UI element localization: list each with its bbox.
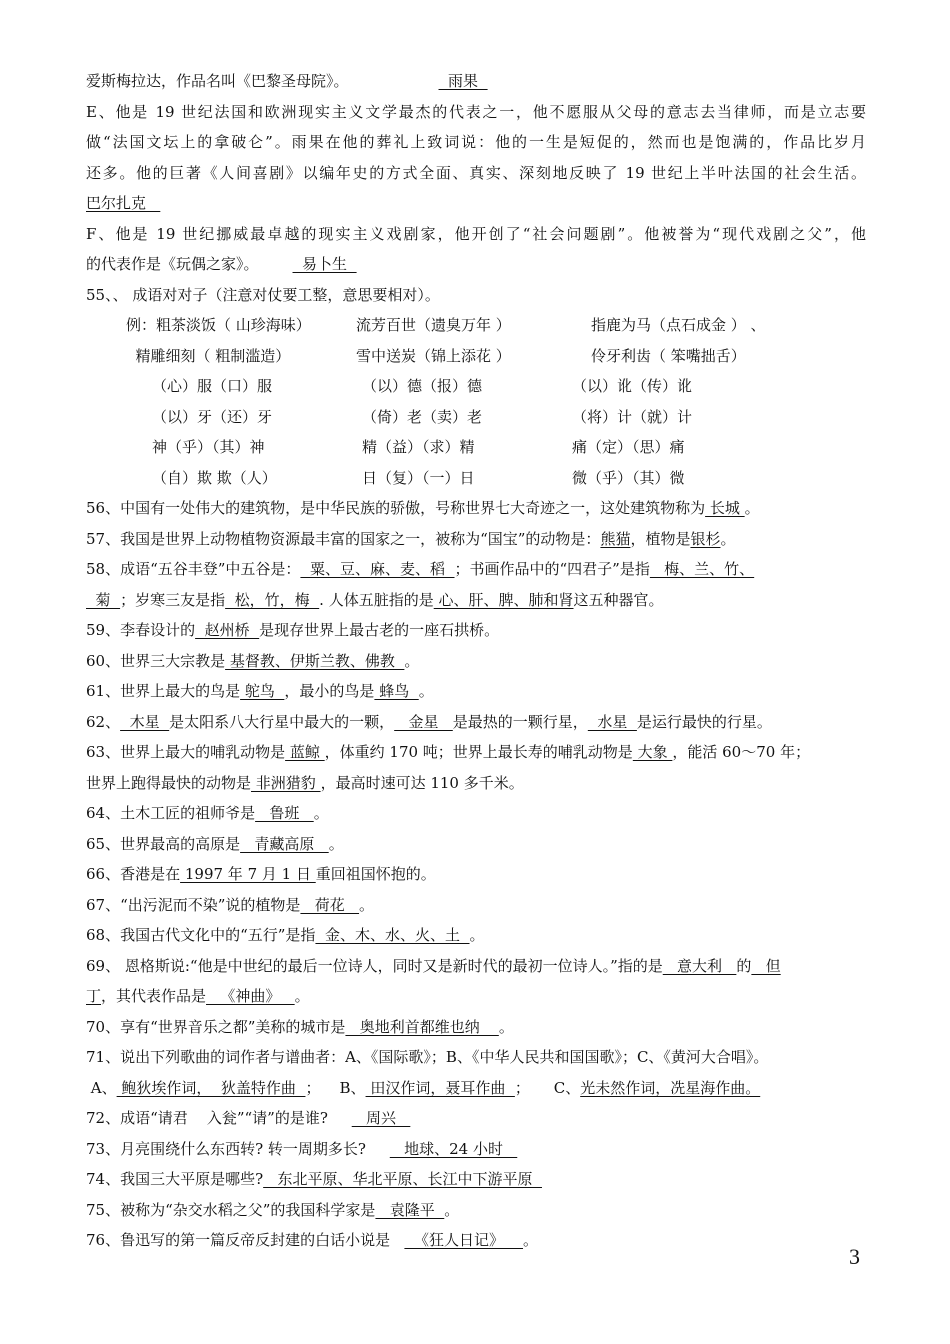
question-text: 是运行最快的行星。 — [636, 712, 772, 731]
document-body — [86, 66, 866, 1256]
answer-blank: 《狂人日记》 — [404, 1231, 524, 1249]
line-hugo — [86, 66, 866, 97]
question-61 — [86, 676, 866, 707]
question-73 — [86, 1134, 866, 1165]
answer-blank: 鲁班 — [255, 804, 314, 822]
idiom-cell: （倚）老（卖）老 — [362, 407, 483, 426]
question-69-line2 — [86, 981, 866, 1012]
answer-blank: 东北平原、华北平原、长江中下游平原 — [263, 1170, 542, 1188]
question-text: 61、世界上最大的鸟是 — [86, 682, 241, 700]
question-text: ，植物是 — [630, 529, 691, 548]
question-text: ，体重约 170 吨；世界上最长寿的哺乳动物是 — [324, 743, 633, 761]
answer-blank: 金、木、水、火、土 — [315, 926, 470, 944]
question-text: 72、成语“请君 入瓮”“请”的是谁? — [86, 1109, 352, 1127]
question-text: 59、李春设计的 — [86, 621, 196, 639]
question-text: 58、成语“五谷丰登”中五谷是： — [86, 560, 301, 578]
idiom-cell: 精（益）（求）精 — [362, 438, 475, 456]
idiom-cell: （自）欺 欺（人） — [152, 468, 277, 487]
example-cell: 雪中送炭（锦上添花 ） — [356, 346, 511, 365]
question-text: ，最高时速可达 110 多千米。 — [320, 773, 524, 792]
question-text: 的 — [736, 956, 752, 975]
question-text: 。 — [523, 1231, 539, 1249]
example-row — [86, 341, 866, 372]
answer-blank: 青藏高原 — [240, 834, 329, 853]
answer-blank: 地球、24 小时 — [389, 1139, 518, 1158]
answer-blank: 松，竹，梅 — [225, 590, 320, 609]
idiom-row — [86, 402, 866, 433]
question-text: 。 — [294, 987, 310, 1005]
answer-blank: 赵州桥 — [195, 621, 260, 639]
question-text: 。 — [444, 1200, 460, 1219]
question-text: 69、 恩格斯说:“他是中世纪的最后一位诗人，同时又是新时代的最初一位诗人。”指的是 — [86, 956, 663, 975]
line-balzac-1: E、他是 19 世纪法国和欧洲现实主义文学最杰的代表之一，他不愿服从父母的意志去当律师，而是立志要 — [86, 102, 866, 121]
question-text: 世界上跑得最快的动物是 — [86, 773, 252, 792]
question-text: 。 — [498, 1017, 514, 1036]
idiom-cell: （将）计（就）计 — [572, 407, 693, 426]
answer-blank: 易卜生 — [292, 255, 357, 273]
question-text: 。 — [744, 499, 760, 517]
question-text: 64、土木工匠的祖师爷是 — [86, 804, 256, 822]
question-75 — [86, 1195, 866, 1226]
idiom-cell: 日（复）（一）日 — [362, 468, 475, 487]
example-cell: 指鹿为马（点石成金 ） 、 — [591, 316, 766, 334]
line-text: 爱斯梅拉达，作品名叫《巴黎圣母院》。 — [86, 72, 349, 90]
question-67 — [86, 890, 866, 921]
question-text: 70、享有“世界音乐之都”美称的城市是 — [86, 1017, 346, 1036]
question-text: ，最小的鸟是 — [284, 682, 375, 700]
answer-blank: 袁隆平 — [375, 1200, 445, 1219]
question-71-answers — [86, 1073, 866, 1104]
question-58-line1 — [86, 554, 866, 585]
question-text: A、 — [86, 1078, 117, 1097]
answer-blank: 木星 — [120, 712, 170, 731]
answer-blank: 熊猫 — [600, 529, 631, 548]
question-text: 56、中国有一处伟大的建筑物，是中华民族的骄傲，号称世界七大奇迹之一，这处建筑物称为 — [86, 499, 706, 517]
question-55-title: 55、、 成语对对子（注意对仗要工整，意思要相对）。 — [86, 285, 440, 304]
question-text: 。 — [313, 804, 329, 822]
answer-blank: 雨果 — [438, 72, 488, 90]
question-68 — [86, 920, 866, 951]
line-ibsen-1: F、他是 19 世纪挪威最卓越的现实主义戏剧家，他开创了“社会问题剧”。他被誉为“现代戏剧之父”，他 — [86, 224, 866, 243]
question-text: 。 — [359, 895, 375, 914]
example-row — [86, 310, 866, 341]
question-59 — [86, 615, 866, 646]
question-text: 67、“出污泥而不染”说的植物是 — [86, 895, 301, 914]
question-text: ，能活 60～70 年； — [672, 743, 811, 761]
answer-blank: 但 — [751, 956, 781, 975]
example-cell: 例：粗茶淡饭（ 山珍海味） — [126, 316, 311, 334]
question-text: 是太阳系八大行星中最大的一颗， — [169, 712, 395, 731]
question-text: ，其代表作品是 — [101, 987, 207, 1005]
answer-blank: 心、肝、脾、肺和肾 — [433, 590, 574, 609]
question-text: ；岁寒三友是指 — [120, 590, 226, 609]
question-text: 68、我国古代文化中的“五行”是指 — [86, 926, 316, 944]
idiom-cell: 痛（定）（思）痛 — [572, 438, 685, 456]
idiom-row — [86, 432, 866, 463]
question-text: 75、被称为“杂交水稻之父”的我国科学家是 — [86, 1200, 376, 1219]
answer-blank: 鸵鸟 — [240, 682, 285, 700]
answer-blank: 粟、豆、麻、麦、稻 — [300, 560, 455, 578]
question-text: 66、香港是在 — [86, 865, 181, 883]
answer-blank: 长城 — [705, 499, 745, 517]
question-63-line2 — [86, 768, 866, 799]
question-56 — [86, 493, 866, 524]
question-text: 这五种器官。 — [573, 590, 664, 609]
question-text: ；书画作品中的“四君子”是指 — [454, 560, 650, 578]
question-text: ； B、 — [305, 1078, 366, 1097]
question-71: 71、说出下列歌曲的词作者与谱曲者：A、《国际歌》；B、《中华人民共和国国歌》；C、《黄河大合唱》。 — [86, 1048, 769, 1066]
question-57 — [86, 524, 866, 555]
idiom-row — [86, 371, 866, 402]
answer-blank: 水星 — [587, 712, 637, 731]
answer-blank: 基督教、伊斯兰教、佛教 — [225, 651, 405, 670]
question-text: 62、 — [86, 712, 121, 731]
answer-blank: 菊 — [86, 590, 121, 609]
answer-blank: 1997 年 7 月 1 日 — [180, 865, 316, 883]
answer-blank: 金星 — [394, 712, 453, 731]
question-text: 重回祖国怀抱的。 — [315, 865, 436, 883]
question-text: 。 — [720, 529, 736, 548]
answer-blank: 蓝鲸 — [285, 743, 325, 761]
idiom-row — [86, 463, 866, 494]
question-text: 。 — [418, 682, 434, 700]
question-69-line1 — [86, 951, 866, 982]
question-text: 73、月亮围绕什么东西转? 转一周期多长? — [86, 1139, 390, 1158]
page-number: 3 — [849, 1244, 860, 1269]
answer-blank: 丁 — [86, 987, 102, 1005]
example-cell: 精雕细刻（ 粗制滥造） — [126, 346, 291, 365]
answer-blank: 周兴 — [351, 1109, 411, 1127]
question-text: 74、我国三大平原是哪些? — [86, 1170, 264, 1188]
question-text: 。 — [404, 651, 420, 670]
question-72 — [86, 1103, 866, 1134]
question-66 — [86, 859, 866, 890]
answer-blank: 《神曲》 — [206, 987, 295, 1005]
example-cell: 伶牙利齿（ 笨嘴拙舌） — [591, 346, 746, 365]
line-ibsen-2 — [86, 249, 866, 280]
idiom-cell: （以）牙（还）牙 — [152, 407, 273, 426]
question-text: 57、我国是世界上动物植物资源最丰富的国家之一，被称为“国宝”的动物是： — [86, 529, 601, 548]
question-74 — [86, 1164, 866, 1195]
answer-blank: 奥地利首都维也纳 — [345, 1017, 499, 1036]
question-text: 。 — [328, 834, 344, 853]
line-text: 的代表作是《玩偶之家》。 — [86, 255, 259, 273]
question-text: 63、世界上最大的哺乳动物是 — [86, 743, 286, 761]
idiom-cell: （以）讹（传）讹 — [572, 377, 693, 395]
question-70 — [86, 1012, 866, 1043]
idiom-cell: 微（乎）（其）微 — [572, 468, 685, 487]
question-76 — [86, 1225, 866, 1256]
question-text: 是最热的一颗行星， — [452, 712, 588, 731]
question-text: 65、世界最高的高原是 — [86, 834, 241, 853]
answer-blank: 巴尔扎克 — [86, 194, 161, 212]
example-cell: 流芳百世（遗臭万年 ） — [356, 316, 511, 334]
answer-blank: 蜂鸟 — [374, 682, 419, 700]
answer-blank: 意大利 — [662, 956, 737, 975]
answer-blank: 银杉 — [690, 529, 721, 548]
answer-blank: 大象 — [632, 743, 673, 761]
question-60 — [86, 646, 866, 677]
question-63-line1 — [86, 737, 866, 768]
question-64 — [86, 798, 866, 829]
answer-blank: 光未然作词，冼星海作曲。 — [580, 1078, 761, 1097]
answer-blank: 鲍狄埃作词， 狄盖特作曲 — [116, 1078, 306, 1097]
question-text: 。 — [469, 926, 485, 944]
answer-blank: 荷花 — [300, 895, 360, 914]
line-balzac-answer — [86, 188, 866, 219]
question-text: . 人体五脏指的是 — [319, 590, 434, 609]
question-text: ； C、 — [514, 1078, 581, 1097]
idiom-cell: （以）德（报）德 — [362, 377, 483, 395]
line-balzac-3: 还多。他的巨著《人间喜剧》以编年史的方式全面、真实、深刻地反映了 19 世纪上半叶法国的社会生活。 — [86, 163, 866, 182]
idiom-cell: 神（乎）（其）神 — [152, 438, 265, 456]
answer-blank: 非洲猎豹 — [251, 773, 321, 792]
answer-blank: 田汉作词，聂耳作曲 — [365, 1078, 515, 1097]
line-balzac-2: 做“法国文坛上的拿破仑”。雨果在他的葬礼上致词说：他的一生是短促的，然而也是饱满的，作品比岁月 — [86, 133, 866, 151]
answer-blank: 梅、兰、竹、 — [649, 560, 755, 578]
question-62 — [86, 707, 866, 738]
question-text: 是现存世界上最古老的一座石拱桥。 — [259, 621, 500, 639]
idiom-cell: （心）服（口）服 — [152, 377, 273, 395]
question-58-line2 — [86, 585, 866, 616]
question-text: 76、鲁迅写的第一篇反帝反封建的白话小说是 — [86, 1231, 405, 1249]
question-65 — [86, 829, 866, 860]
question-text: 60、世界三大宗教是 — [86, 651, 226, 670]
